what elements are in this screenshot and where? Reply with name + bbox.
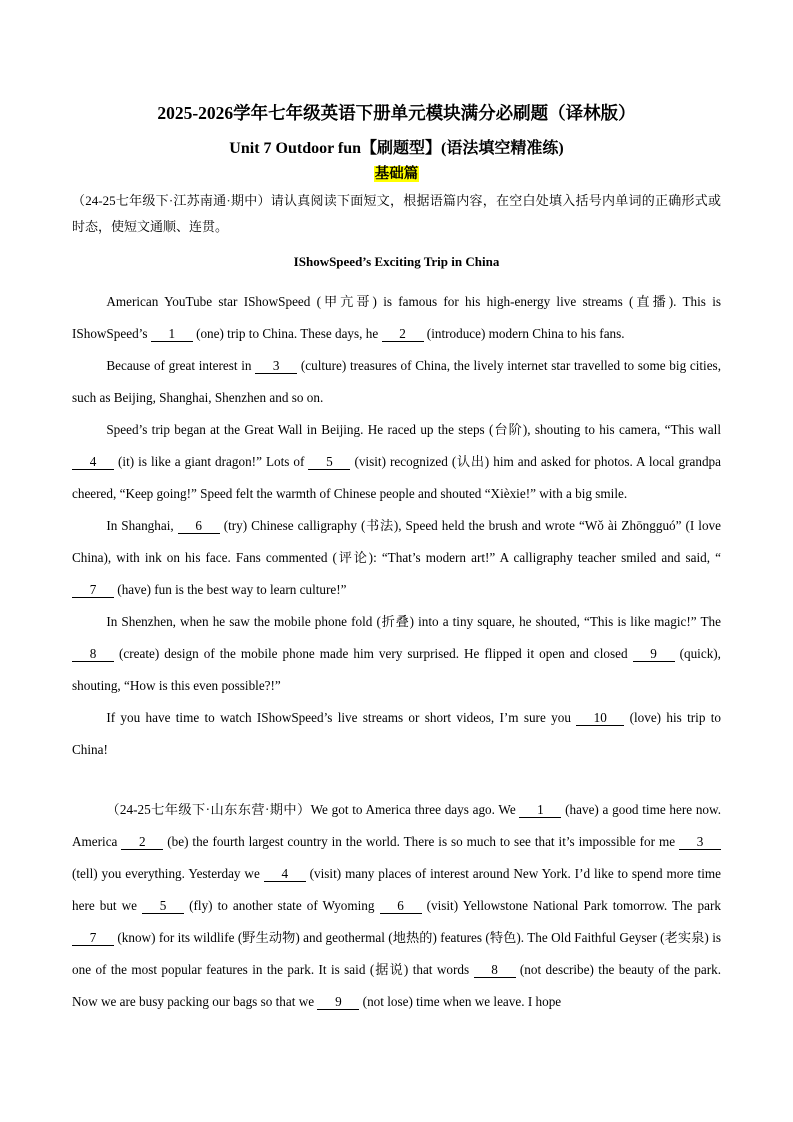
passage1-paragraph-6: If you have time to watch IShowSpeed’s live streams or short videos, I’m sure you 10 (love) his trip to China! — [72, 710, 722, 757]
passage1-instruction: （24-25七年级下·江苏南通·期中）请认真阅读下面短文，根据语篇内容，在空白处填入括号内单词的正确形式或时态，使短文通顺、连贯。 — [72, 193, 721, 234]
page-subtitle: Unit 7 Outdoor fun【刷题型】(语法填空精准练) — [229, 140, 564, 157]
blank-2[interactable]: 2 — [382, 326, 424, 342]
section-tag: 基础篇 — [374, 166, 419, 182]
p2-blank-7[interactable]: 7 — [72, 930, 114, 946]
passage2-source: （24-25七年级下·山东东营·期中） — [106, 802, 311, 817]
blank-10[interactable]: 10 — [576, 710, 624, 726]
passage1-paragraph-3: Speed’s trip began at the Great Wall in Beijing. He raced up the steps (台阶), shouting to his camera, “This wall 4 (it) is like a giant dragon!” Lots of 5 (visit) recognized (认出) him and asked for photos. A local grandpa cheered, “Keep going!” Speed felt the warmth of Chinese people and shouted “Xièxie!” with a big smile. — [72, 422, 721, 501]
passage1-paragraph-1: American YouTube star IShowSpeed (甲亢哥) is famous for his high-energy live streams (直播). This is IShowSpeed’s 1 (one) trip to China. These days, he 2 (introduce) modern China to his fans. — [72, 294, 721, 341]
passage1-paragraph-4: In Shanghai, 6 (try) Chinese calligraphy (书法), Speed held the brush and wrote “Wǒ ài Zhōngguó” (I love China), with ink on his face. Fans commented (评论): “That’s modern art!” A calligraphy teacher smiled and said, “7 (have) fun is the best way to learn culture!” — [72, 518, 721, 597]
passage2-paragraph: （24-25七年级下·山东东营·期中）We got to America three days ago. We 1 (have) a good time here now. America 2 (be) the fourth largest country in the world. There is so much to see that it’s impossible for me 3 (tell) you everything. Yesterday we 4 (visit) many places of interest around New York. I’d like to spend more time here but we 5 (fly) to another state of Wyoming 6 (visit) Yellowstone National Park tomorrow. The park 7 (know) for its wildlife (野生动物) and geothermal (地热的) features (特色). The Old Faithful Geyser (老实泉) is one of the most popular features in the park. It is said (据说) that words 8 (not describe) the beauty of the park. Now we are busy packing our bags so that we 9 (not lose) time when we leave. I hope — [72, 802, 721, 1009]
blank-6[interactable]: 6 — [178, 518, 220, 534]
blank-4[interactable]: 4 — [72, 454, 114, 470]
blank-5[interactable]: 5 — [308, 454, 350, 470]
p2-blank-6[interactable]: 6 — [380, 898, 422, 914]
blank-9[interactable]: 9 — [633, 646, 675, 662]
p2-blank-8[interactable]: 8 — [474, 962, 516, 978]
page-title: 2025-2026学年七年级英语下册单元模块满分必刷题（译林版） — [157, 103, 636, 123]
spacer — [72, 766, 721, 794]
p2-blank-2[interactable]: 2 — [121, 834, 163, 850]
p2-blank-9[interactable]: 9 — [317, 994, 359, 1010]
blank-8[interactable]: 8 — [72, 646, 114, 662]
passage1-title: IShowSpeed’s Exciting Trip in China — [293, 254, 500, 269]
p2-blank-5[interactable]: 5 — [142, 898, 184, 914]
section-row — [72, 164, 721, 184]
blank-3[interactable]: 3 — [255, 358, 297, 374]
p2-blank-3[interactable]: 3 — [679, 834, 721, 850]
p2-blank-4[interactable]: 4 — [264, 866, 306, 882]
p2-blank-1[interactable]: 1 — [519, 802, 561, 818]
passage1-paragraph-5: In Shenzhen, when he saw the mobile phone fold (折叠) into a tiny square, he shouted, “This is like magic!” The 8 (create) design of the mobile phone made him very surprised. He flipped it open and closed 9 (quick), shouting, “How is this even possible?!” — [72, 614, 721, 693]
passage1-paragraph-2: Because of great interest in 3 (culture) treasures of China, the lively internet star travelled to some big cities, such as Beijing, Shanghai, Shenzhen and so on. — [72, 358, 721, 405]
blank-1[interactable]: 1 — [151, 326, 193, 342]
blank-7[interactable]: 7 — [72, 582, 114, 598]
